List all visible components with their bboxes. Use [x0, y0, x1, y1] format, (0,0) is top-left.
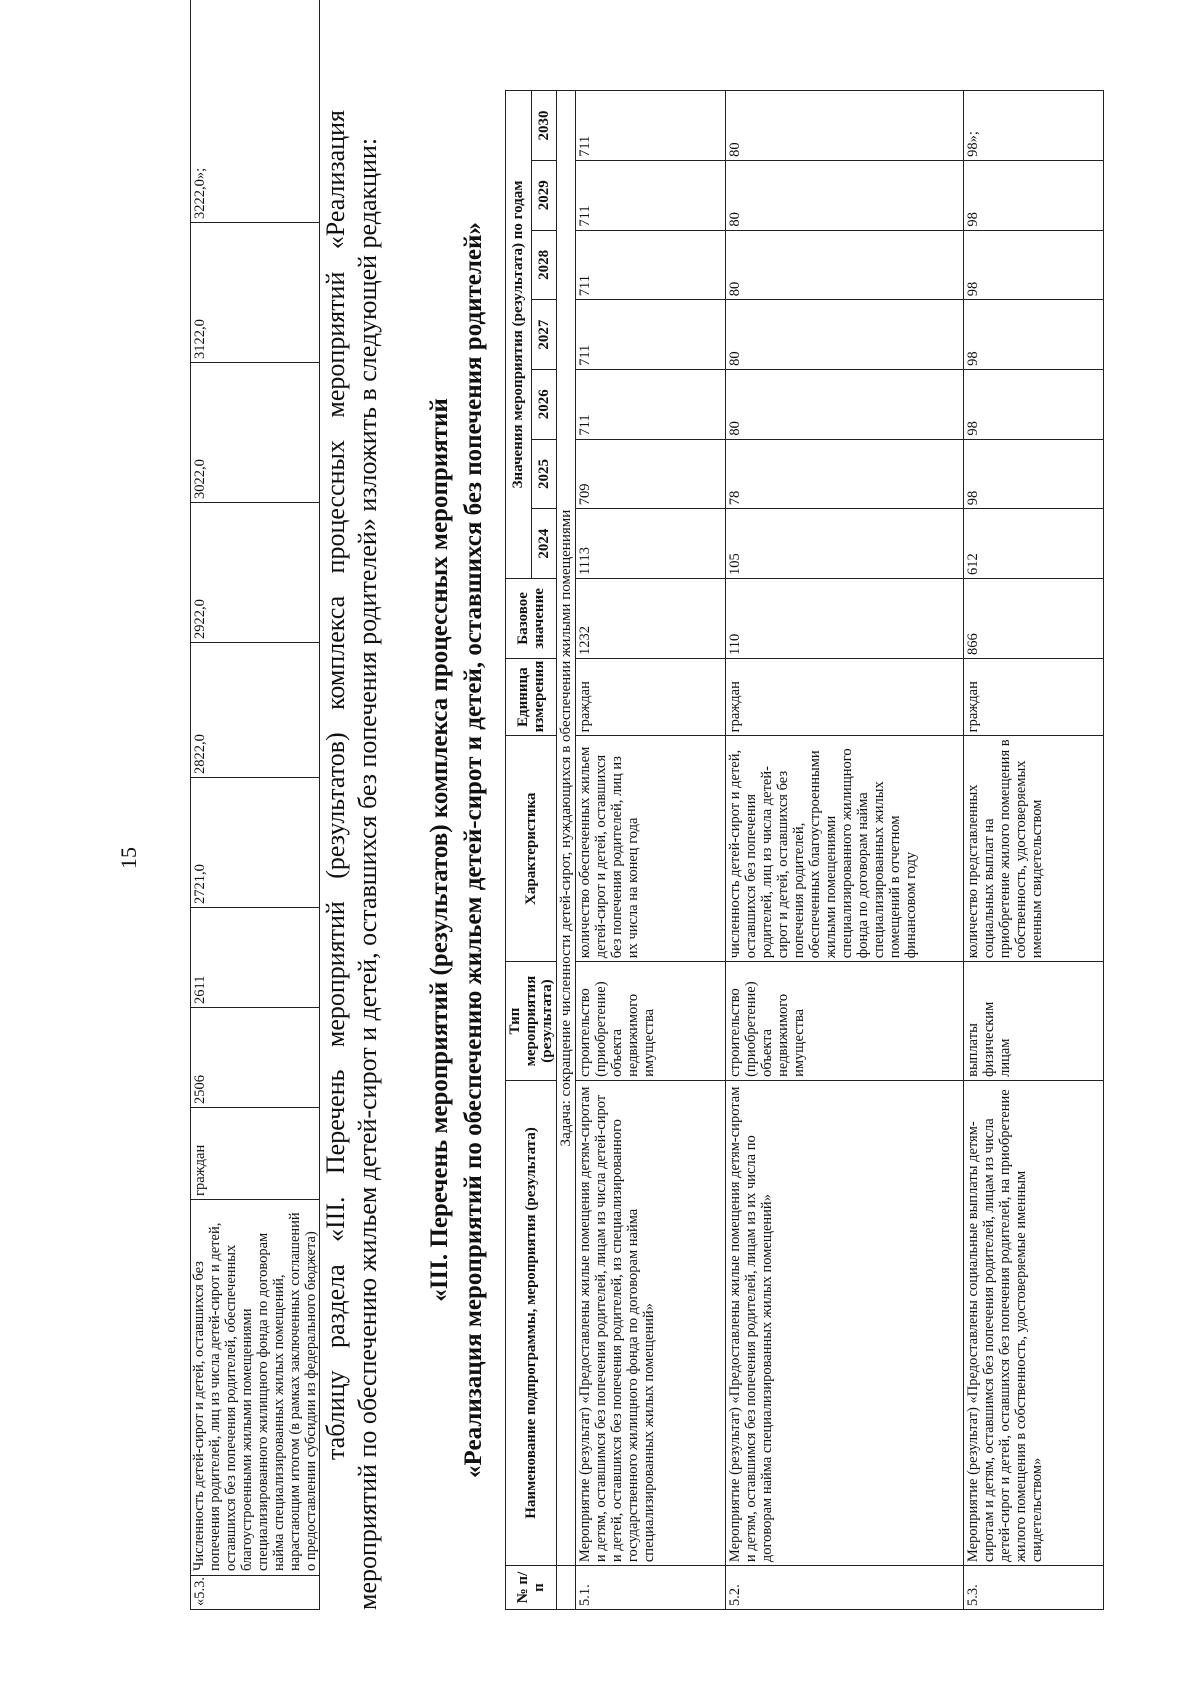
value-cell: 98 — [964, 369, 1104, 439]
value-cell: 2721,0 — [191, 778, 320, 908]
row-type: выплаты физическим лицам — [964, 962, 1104, 1081]
value-cell: 105 — [726, 509, 964, 579]
header-base: Базовое значение — [506, 578, 557, 658]
value-cell: 3122,0 — [191, 223, 320, 363]
value-cell: 80 — [726, 230, 964, 300]
row-base: 110 — [726, 578, 964, 658]
header-name: Наименование подпрограммы, мероприятия (результата) — [506, 1080, 557, 1565]
row-unit: граждан — [191, 1108, 320, 1200]
table-row — [964, 91, 1104, 1610]
table-row — [726, 91, 964, 1610]
value-cell: 98 — [964, 230, 1104, 300]
value-cell: 711 — [576, 91, 726, 161]
header-year: 2024 — [531, 509, 557, 579]
value-cell: 98 — [964, 160, 1104, 230]
value-cell: 711 — [576, 300, 726, 370]
header-characteristic: Характеристика — [506, 736, 557, 962]
header-values-by-year: Значения мероприятия (результата) по годам — [506, 91, 532, 579]
row-unit: граждан — [964, 658, 1104, 735]
row-base: 866 — [964, 578, 1104, 658]
header-year: 2026 — [531, 369, 557, 439]
value-cell: 709 — [576, 439, 726, 509]
value-cell: 2506 — [191, 1008, 320, 1108]
row-description: Численность детей-сирот и детей, оставшихся без попечения родителей, лиц из числа детей-сирот и детей, оставшихся без попечения родителей, обеспеченных благоустроенными жилыми помещениями специализированного жилищного фонда по договорам найма специализированных жилых помещений, нарастающим итогом (в рамках заключенных соглашений о предоставлении субсидии из федерального бюджета) — [191, 1200, 320, 1576]
value-cell: 1113 — [576, 509, 726, 579]
value-cell: 2611 — [191, 908, 320, 1008]
header-unit: Единица измерения — [506, 658, 557, 735]
value-cell: 80 — [726, 160, 964, 230]
page-number: 15 — [116, 847, 141, 869]
section-title: «III. Перечень мероприятий (результатов) комплекса процессных мероприятий — [426, 398, 453, 1302]
header-type: Тип мероприятия (результата) — [506, 962, 557, 1081]
row-name: Мероприятие (результат) «Предоставлены жилые помещения детям-сиротам и детям, оставшимся без попечения родителей, лицам из числа детей-сирот и детей, оставшихся без попечения родителей, из специализированного государственного жилищного фонда по договорам найма специализированных жилых помещений» — [576, 1080, 726, 1565]
row-number: 5.3. — [964, 1566, 1104, 1610]
row-unit: граждан — [726, 658, 964, 735]
table-header-row — [506, 91, 532, 1610]
row-number: «5.3. — [191, 1576, 320, 1610]
value-cell: 78 — [726, 439, 964, 509]
value-cell: 98 — [964, 300, 1104, 370]
value-cell: 711 — [576, 230, 726, 300]
row-name: Мероприятие (результат) «Предоставлены социальные выплаты детям-сиротам и детям, оставшимся без попечения родителей, лицам из числа детей-сирот и детей, оставшихся без попечения родителей, на приобретение жилого помещения в собственность, удостоверяемые именным свидетельством» — [964, 1080, 1104, 1565]
section-subtitle: «Реализация мероприятий по обеспечению жильем детей-сирот и детей, оставшихся без попечения родителей» — [460, 222, 487, 1478]
value-cell: 80 — [726, 369, 964, 439]
measures-table — [505, 90, 1104, 1610]
row-characteristic: количество представленных социальных выплат на приобретение жилого помещения в собственность, удостоверяемых именным свидетельством — [964, 736, 1104, 962]
header-year: 2029 — [531, 160, 557, 230]
value-cell: 98»; — [964, 91, 1104, 161]
header-year: 2028 — [531, 230, 557, 300]
row-characteristic: численность детей-сирот и детей, оставшихся без попечения родителей, лиц из числа детей-сирот и детей, оставшихся без попечения родителей, обеспеченных благоустроенными жилыми помещениями специализированного жилищного фонда по договорам найма специализированных жилых помещений в отчетном финансовом году — [726, 736, 964, 962]
intro-paragraph: таблицу раздела «III. Перечень мероприятий (результатов) комплекса процессных мероприятий «Реализация мероприятий по обеспечению жильем детей-сирот и детей, оставшихся без попечения родителей» изложить в следующей редакции: — [321, 110, 382, 1610]
task-text: Задача: сокращение численности детей-сирот, нуждающихся в обеспечении жилыми помещениями — [557, 91, 576, 1566]
row-type: строительство (приобретение) объекта недвижимого имущества — [576, 962, 726, 1081]
row-number: 5.1. — [576, 1566, 726, 1610]
task-row — [557, 91, 576, 1610]
value-cell: 711 — [576, 369, 726, 439]
value-cell: 98 — [964, 439, 1104, 509]
row-name: Мероприятие (результат) «Предоставлены жилые помещения детям-сиротам и детям, оставшимся без попечения родителей, лицам из их числа по договорам найма специализированных жилых помещений» — [726, 1080, 964, 1565]
header-year: 2025 — [531, 439, 557, 509]
value-cell: 711 — [576, 160, 726, 230]
header-num: № п/п — [506, 1566, 557, 1610]
row-characteristic: количество обеспеченных жильем детей-сирот и детей, оставшихся без попечения родителей, лиц из их числа на конец года — [576, 736, 726, 962]
row-type: строительство (приобретение) объекта недвижимого имущества — [726, 962, 964, 1081]
continuation-table — [190, 0, 320, 1610]
row-base: 1232 — [576, 578, 726, 658]
rotated-content — [190, 90, 1200, 1610]
header-year: 2027 — [531, 300, 557, 370]
value-cell: 612 — [964, 509, 1104, 579]
value-cell: 2922,0 — [191, 503, 320, 643]
value-cell: 3222,0»; — [191, 0, 320, 223]
row-number: 5.2. — [726, 1566, 964, 1610]
table-row — [576, 91, 726, 1610]
value-cell: 3022,0 — [191, 363, 320, 503]
table-row — [191, 0, 320, 1610]
row-unit: граждан — [576, 658, 726, 735]
task-spacer — [557, 1566, 576, 1610]
header-year: 2030 — [531, 91, 557, 161]
value-cell: 80 — [726, 91, 964, 161]
value-cell: 80 — [726, 300, 964, 370]
value-cell: 2822,0 — [191, 643, 320, 778]
